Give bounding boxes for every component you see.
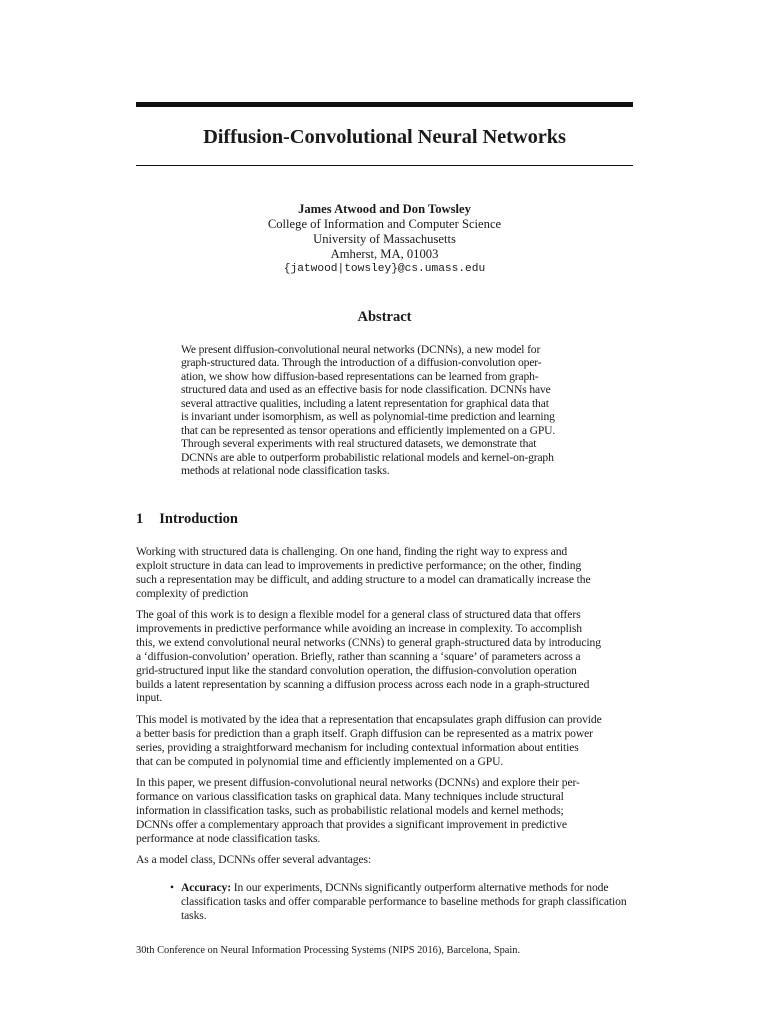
title-rule-bottom (136, 165, 633, 166)
paragraph-line: exploit structure in data can lead to improvements in predictive performance; on the other, finding (136, 558, 582, 572)
abstract-line: that can be represented as tensor operations and efficiently implemented on a GPU. (181, 423, 556, 437)
paragraph-line: performance at node classification tasks. (136, 831, 321, 845)
paragraph-line: DCNNs offer a complementary approach that provides a significant improvement in predictive (136, 817, 567, 831)
paragraph-line: formance on various classification tasks on graphical data. Many techniques include structural (136, 789, 564, 803)
paragraph-line: builds a latent representation by scanning a diffusion process across each node in a graph-structured (136, 677, 590, 691)
abstract-line: graph-structured data. Through the introduction of a diffusion-convolution oper- (181, 356, 542, 370)
paragraph-line: In this paper, we present diffusion-convolutional neural networks (DCNNs) and explore their per- (136, 776, 580, 789)
abstract-body (181, 343, 589, 478)
abstract-line: We present diffusion-convolutional neural networks (DCNNs), a new model for (181, 343, 541, 356)
paragraph-line: This model is motivated by the idea that a representation that encapsulates graph diffusion can provide (136, 713, 602, 726)
author-location: Amherst, MA, 01003 (330, 247, 439, 261)
abstract-heading: Abstract (357, 309, 412, 325)
paragraph-line: a ‘diffusion-convolution’ operation. Briefly, rather than scanning a ‘square’ of parameters across a (136, 649, 581, 663)
abstract-line: methods at relational node classification tasks. (181, 464, 390, 478)
paper-title: Diffusion-Convolutional Neural Networks (203, 126, 566, 148)
intro-paragraph-4 (136, 776, 633, 846)
paragraph-line: that can be computed in polynomial time and efficiently implemented on a GPU. (136, 754, 504, 768)
paragraph-line: series, providing a straightforward mechanism for including contextual information about entities (136, 740, 579, 754)
bullet-label: Accuracy: (181, 881, 231, 894)
abstract-line: Through several experiments with real structured datasets, we demonstrate that (181, 437, 537, 451)
paragraph-line: such a representation may be difficult, and adding structure to a model can dramatically increase the (136, 572, 591, 586)
bullet-text: In our experiments, DCNNs significantly outperform alternative methods for node classification tasks and offer comparable performance to baseline methods for graph classification tasks. (181, 881, 627, 922)
abstract-line: several attractive qualities, including a latent representation for graphical data that (181, 396, 549, 410)
paragraph-line: this, we extend convolutional neural networks (CNNs) to general graph-structured data by introducing (136, 635, 601, 649)
intro-paragraph-1 (136, 545, 633, 601)
paragraph-line: As a model class, DCNNs offer several advantages: (136, 853, 372, 866)
author-university: University of Massachusetts (313, 232, 456, 246)
abstract-line: DCNNs are able to outperform probabilistic relational models and kernel-on-graph (181, 450, 554, 464)
paragraph-line: grid-structured input like the standard convolution operation, the diffusion-convolution operation (136, 663, 577, 677)
paragraph-line: improvements in predictive performance while avoiding an increase in complexity. To accomplish (136, 621, 582, 635)
section-number: 1 (136, 511, 144, 527)
abstract-line: ation, we show how diffusion-based representations can be learned from graph- (181, 369, 539, 383)
title-rule-top (136, 102, 633, 107)
paragraph-line: a better basis for prediction than a graph itself. Graph diffusion can be represented as a matrix power (136, 726, 593, 740)
paragraph-line: information in classification tasks, such as probabilistic relational models and kernel methods; (136, 803, 564, 817)
author-affiliation: College of Information and Computer Science (267, 217, 502, 231)
section-title: Introduction (159, 511, 238, 527)
paragraph-line: complexity of prediction (136, 586, 249, 600)
paragraph-line: Working with structured data is challenging. On one hand, finding the right way to express and (136, 545, 568, 558)
conference-footer: 30th Conference on Neural Information Processing Systems (NIPS 2016), Barcelona, Spain. (136, 945, 521, 956)
abstract-line: structured data and used as an effective basis for node classification. DCNNs have (181, 383, 551, 397)
paragraph-line: input. (136, 691, 163, 705)
bullet-item-accuracy (181, 881, 633, 923)
author-names: James Atwood and Don Towsley (298, 202, 471, 216)
author-email: {jatwood|towsley}@cs.umass.edu (283, 263, 486, 275)
intro-paragraph-3 (136, 713, 633, 769)
bullet-marker: • (170, 881, 175, 894)
section-heading (136, 511, 238, 528)
author-block (136, 202, 633, 277)
intro-paragraph-5 (136, 853, 633, 867)
intro-paragraph-2 (136, 608, 633, 705)
paragraph-line: The goal of this work is to design a flexible model for a general class of structured data that offers (136, 608, 581, 621)
abstract-line: is invariant under isomorphism, as well as polynomial-time prediction and learning (181, 410, 555, 424)
